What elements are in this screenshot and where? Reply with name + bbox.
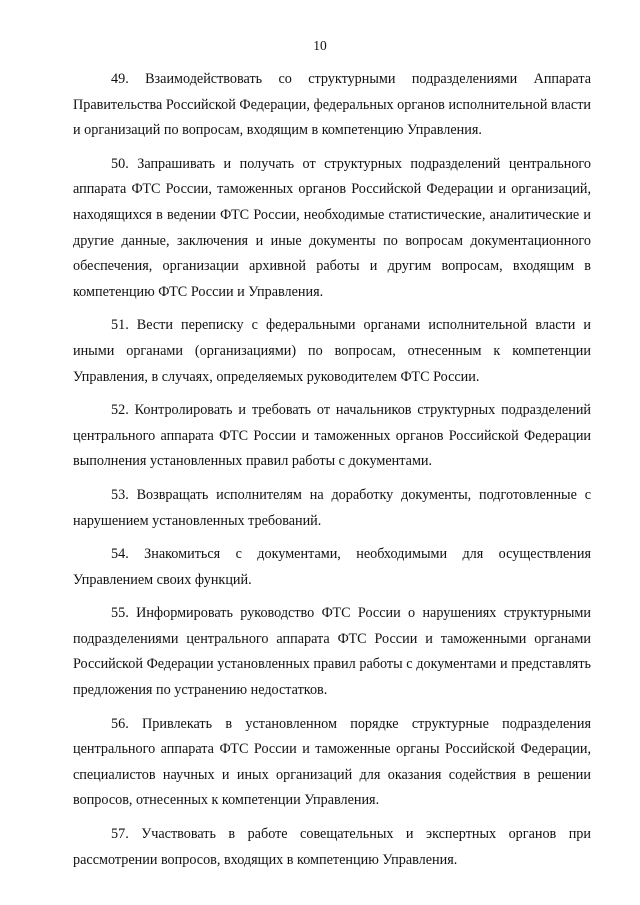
document-body (73, 67, 591, 881)
paragraph-55: 55. Информировать руководство ФТС России о нарушениях структурными подразделениями центрального аппарата ФТС России и таможенными органами Российской Федерации установленных правил работы с документами и представлять предложения по устранению недостатков. (73, 605, 591, 699)
page-number: 10 (313, 38, 327, 53)
paragraph-52: 52. Контролировать и требовать от начальников структурных подразделений центрального аппарата ФТС России и таможенных органов Российской Федерации выполнения установленных правил работы с документами. (73, 402, 591, 470)
paragraph-53: 53. Возвращать исполнителям на доработку документы, подготовленные с нарушением установленных требований. (73, 486, 591, 529)
paragraph-51: 51. Вести переписку с федеральными органами исполнительной власти и иными органами (организациями) по вопросам, отнесенным к компетенции Управления, в случаях, определяемых руководителем ФТС России. (73, 317, 591, 385)
paragraph-56: 56. Привлекать в установленном порядке структурные подразделения центрального аппарата ФТС России и таможенные органы Российской Федерации, специалистов научных и иных организаций для оказания содействия в решении вопросов, отнесенных к компетенции Управления. (73, 715, 591, 809)
paragraph-50: 50. Запрашивать и получать от структурных подразделений центрального аппарата ФТС России, таможенных органов Российской Федерации и организаций, находящихся в ведении ФТС России, необходимые статистические, аналитические и другие данные, заключения и иные документы по вопросам документационного обеспечения, организации архивной работы и другим вопросам, входящим в компетенцию ФТС России и Управления. (73, 155, 591, 300)
paragraph-57: 57. Участвовать в работе совещательных и экспертных органов при рассмотрении вопросов, входящих в компетенцию Управления. (73, 826, 591, 868)
paragraph-54: 54. Знакомиться с документами, необходимыми для осуществления Управлением своих функций. (73, 546, 591, 588)
paragraph-49: 49. Взаимодействовать со структурными подразделениями Аппарата Правительства Российской Федерации, федеральных органов исполнительной власти и организаций по вопросам, входящим в компетенцию Управления. (73, 71, 591, 139)
